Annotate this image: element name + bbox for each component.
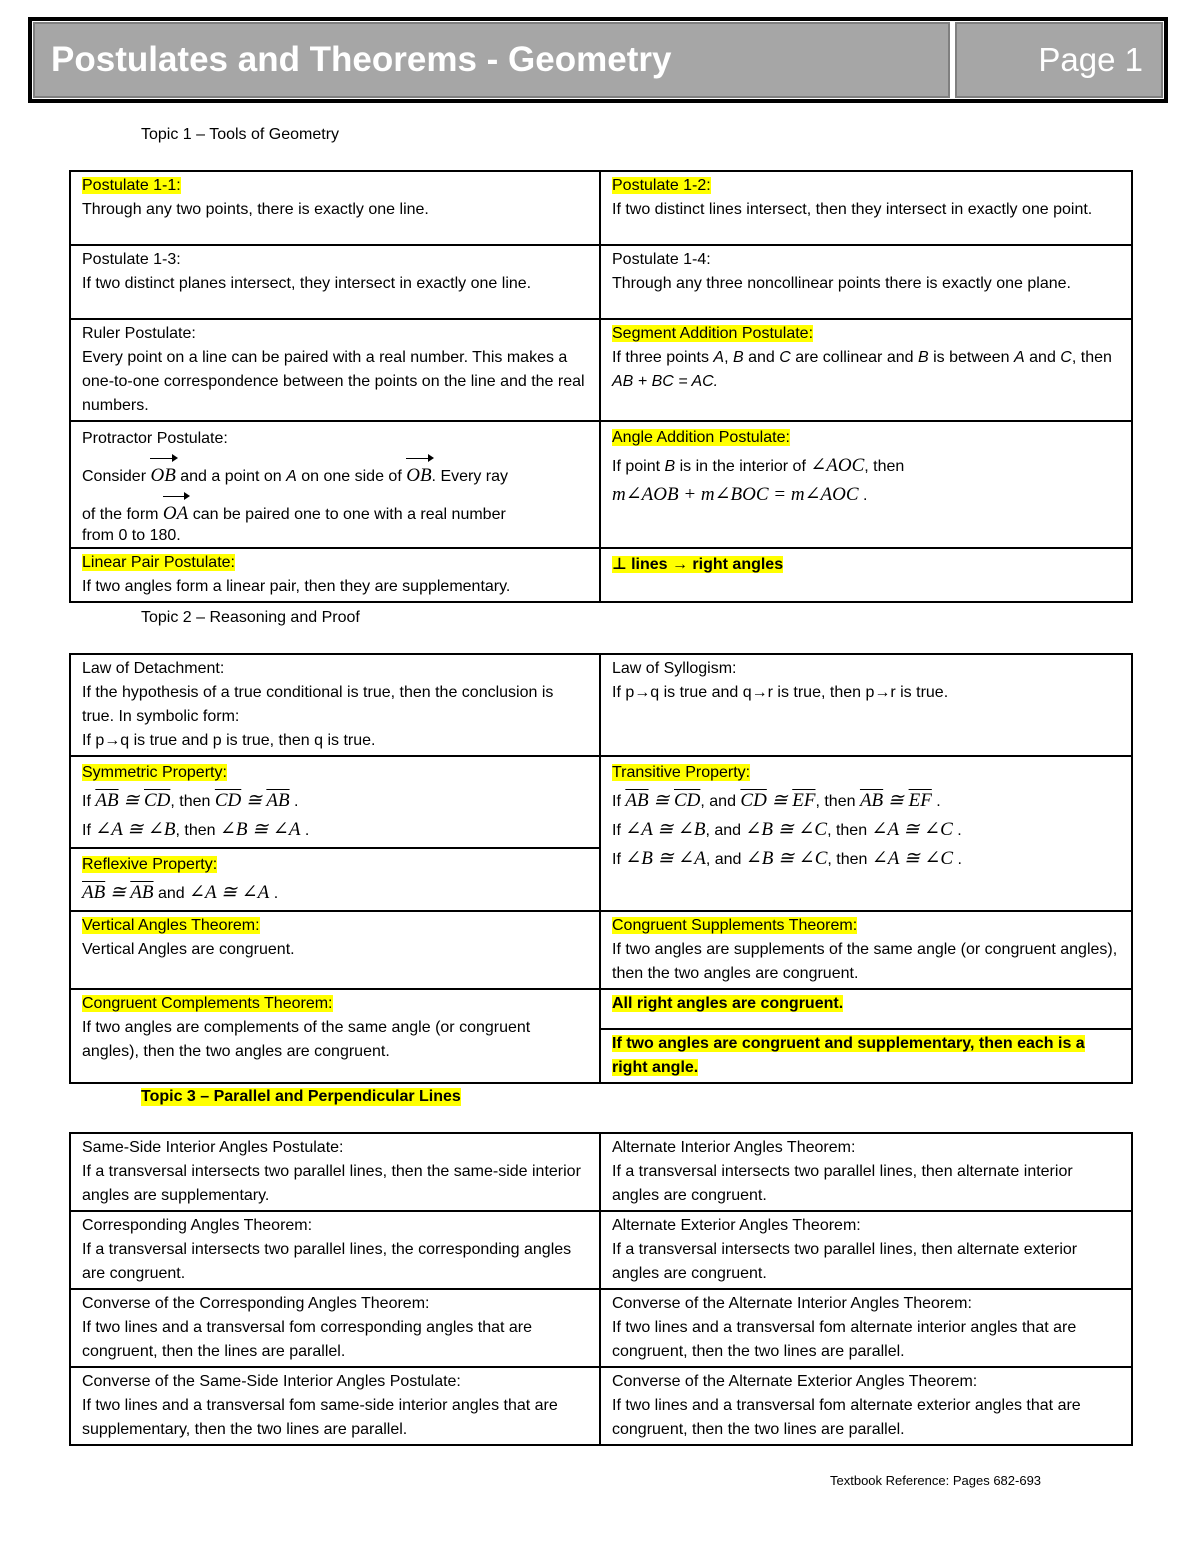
congruent-supplements-theorem (600, 911, 1132, 989)
topic-1-heading: Topic 1 – Tools of Geometry (141, 126, 340, 143)
protractor-postulate-title: Protractor Postulate: (82, 430, 228, 447)
topic-3-heading: Topic 3 – Parallel and Perpendicular Lines (141, 1088, 461, 1105)
ruler-postulate-title: Ruler Postulate: (82, 325, 196, 342)
vertical-angles-title: Vertical Angles Theorem: (82, 917, 260, 934)
ray-ob: OB (150, 455, 175, 492)
protractor-range: from 0 to 180. (82, 527, 181, 544)
symmetric-line-2: If ∠A ≅ ∠B, then ∠B ≅ ∠A . (82, 819, 310, 840)
ruler-postulate (70, 319, 600, 421)
postulate-1-3 (70, 245, 600, 319)
segment-addition-postulate (600, 319, 1132, 421)
detachment-title: Law of Detachment: (82, 660, 225, 677)
law-of-detachment (70, 654, 600, 756)
postulate-1-2-text: If two distinct lines intersect, then they intersect in exactly one point. (612, 201, 1093, 218)
reflexive-title: Reflexive Property: (82, 856, 218, 873)
congruent-complements-text: If two angles are complements of the same angle (or congruent angles), then the two angles are congruent. (82, 1019, 531, 1060)
vertical-angles-theorem (70, 911, 600, 989)
postulate-1-4-title: Postulate 1-4: (612, 251, 711, 268)
perpendicular-lines (600, 548, 1132, 602)
syllogism-text: If p→q is true and q→r is true, then p→r is true. (612, 684, 949, 701)
postulate-1-1-title: Postulate 1-1: (82, 177, 181, 194)
right-angles-text: All right angles are congruent. (612, 995, 844, 1012)
converse-alternate-exterior (600, 1367, 1132, 1445)
topic-2-heading: Topic 2 – Reasoning and Proof (141, 609, 360, 626)
ruler-postulate-text: Every point on a line can be paired with a real number. This makes a one-to-one correspondence between the points on the line and the real numbers. (82, 349, 585, 414)
postulate-1-1 (70, 171, 600, 245)
topic-3-table (69, 1132, 1133, 1446)
angle-aoc: ∠AOC (810, 455, 865, 476)
aea-text: If a transversal intersects two parallel lines, then alternate exterior angles are congruent. (612, 1241, 1078, 1282)
converse-corresponding-angles (70, 1289, 600, 1367)
postulate-1-3-text: If two distinct planes intersect, they intersect in exactly one line. (82, 275, 532, 292)
same-side-interior-postulate (70, 1133, 600, 1211)
law-of-syllogism (600, 654, 1132, 756)
detachment-symbolic: If p→q is true and p is true, then q is true. (82, 732, 376, 749)
congruent-complements-theorem (70, 989, 600, 1083)
congruent-supplementary-text: If two angles are congruent and supplementary, then each is a right angle. (612, 1035, 1085, 1076)
caea-title: Converse of the Alternate Exterior Angles Theorem: (612, 1373, 978, 1390)
alternate-interior-theorem (600, 1133, 1132, 1211)
cssi-text: If two lines and a transversal fom same-side interior angles that are supplementary, then the two lines are parallel. (82, 1397, 558, 1438)
topic-2-table (69, 653, 1133, 1084)
transitive-property (600, 756, 1132, 911)
syllogism-title: Law of Syllogism: (612, 660, 737, 677)
transitive-line-1: If $\overline{AB}$ ≅ $\overline{CD}$, and $\overline{CD}$ ≅ $\overline{EF}$, then $\overline{AB}$ ≅ $\overline{EF}$ . (612, 790, 941, 811)
protractor-postulate-text: Consider OB and a point on A on one side of OB. Every ray of the form OA can be paired one to one with a real number (82, 468, 508, 523)
caia-title: Converse of the Alternate Interior Angles Theorem: (612, 1295, 972, 1312)
ray-ob-2: OB (406, 455, 431, 492)
alternate-exterior-theorem (600, 1211, 1132, 1289)
symmetric-property (70, 756, 600, 848)
topic-1-table (69, 170, 1133, 603)
symmetric-title: Symmetric Property: (82, 764, 227, 781)
corresponding-angles-theorem (70, 1211, 600, 1289)
caea-text: If two lines and a transversal fom alternate exterior angles that are congruent, then the two lines are parallel. (612, 1397, 1081, 1438)
segment-addition-equation: AB + BC = AC. (612, 373, 719, 390)
page-title: Postulates and Theorems - Geometry (33, 22, 950, 98)
segment-addition-title: Segment Addition Postulate: (612, 325, 814, 342)
segment-addition-text: If three points A, B and C are collinear and B is between A and C, then AB + BC = AC. (612, 349, 1112, 390)
reflexive-text: $\overline{AB}$ ≅ $\overline{AB}$ and ∠A ≅ ∠A . (82, 882, 279, 903)
detachment-text: If the hypothesis of a true conditional is true, then the conclusion is true. In symbolic form: (82, 684, 554, 725)
textbook-reference: Textbook Reference: Pages 682-693 (830, 1473, 1042, 1488)
postulate-1-4 (600, 245, 1132, 319)
reflexive-property (70, 848, 600, 911)
cssi-title: Converse of the Same-Side Interior Angles Postulate: (82, 1373, 461, 1390)
postulate-1-4-text: Through any three noncollinear points there is exactly one plane. (612, 275, 1071, 292)
symmetric-line-1: If $\overline{AB}$ ≅ $\overline{CD}$, then $\overline{CD}$ ≅ $\overline{AB}$ . (82, 790, 299, 811)
caia-text: If two lines and a transversal fom alternate interior angles that are congruent, then the two lines are parallel. (612, 1319, 1077, 1360)
perpendicular-lines-text: ⊥ lines → right angles (612, 556, 784, 573)
transitive-line-2: If ∠A ≅ ∠B, and ∠B ≅ ∠C, then ∠A ≅ ∠C . (612, 819, 962, 840)
angle-addition-postulate: Angle Addition Postulate: If point B is in the interior of ∠AOC, then m∠AOB + m∠BOC = m∠AOC . (600, 421, 1132, 548)
protractor-postulate (70, 421, 600, 548)
ssi-text: If a transversal intersects two parallel lines, then the same-side interior angles are supplementary. (82, 1163, 581, 1204)
transitive-title: Transitive Property: (612, 764, 751, 781)
ca-title: Corresponding Angles Theorem: (82, 1217, 313, 1234)
postulate-1-2 (600, 171, 1132, 245)
aia-title: Alternate Interior Angles Theorem: (612, 1139, 856, 1156)
aea-title: Alternate Exterior Angles Theorem: (612, 1217, 861, 1234)
ray-oa: OA (163, 493, 188, 530)
postulate-1-3-title: Postulate 1-3: (82, 251, 181, 268)
angle-addition-equation: m∠AOB + m∠BOC = m∠AOC (612, 484, 859, 505)
linear-pair-title: Linear Pair Postulate: (82, 554, 235, 571)
angle-addition-text: If point B is in the interior of ∠AOC, then (612, 455, 905, 476)
converse-alternate-interior (600, 1289, 1132, 1367)
postulate-1-1-text: Through any two points, there is exactly one line. (82, 201, 429, 218)
converse-same-side-interior (70, 1367, 600, 1445)
congruent-supplements-title: Congruent Supplements Theorem: (612, 917, 858, 934)
angle-addition-title: Angle Addition Postulate: (612, 429, 790, 446)
transitive-line-3: If ∠B ≅ ∠A, and ∠B ≅ ∠C, then ∠A ≅ ∠C . (612, 848, 962, 869)
linear-pair-postulate (70, 548, 600, 602)
cca-text: If two lines and a transversal fom corresponding angles that are congruent, then the lines are parallel. (82, 1319, 533, 1360)
ssi-title: Same-Side Interior Angles Postulate: (82, 1139, 344, 1156)
congruent-supplementary-right (600, 1029, 1132, 1083)
congruent-complements-title: Congruent Complements Theorem: (82, 995, 333, 1012)
vertical-angles-text: Vertical Angles are congruent. (82, 941, 295, 958)
ca-text: If a transversal intersects two parallel lines, the corresponding angles are congruent. (82, 1241, 572, 1282)
aia-text: If a transversal intersects two parallel lines, then alternate interior angles are congruent. (612, 1163, 1073, 1204)
right-angles-congruent (600, 989, 1132, 1029)
postulate-1-2-title: Postulate 1-2: (612, 177, 711, 194)
page-number: Page 1 (955, 22, 1163, 98)
linear-pair-text: If two angles form a linear pair, then they are supplementary. (82, 578, 511, 595)
cca-title: Converse of the Corresponding Angles Theorem: (82, 1295, 430, 1312)
congruent-supplements-text: If two angles are supplements of the same angle (or congruent angles), then the two angles are congruent. (612, 941, 1118, 982)
